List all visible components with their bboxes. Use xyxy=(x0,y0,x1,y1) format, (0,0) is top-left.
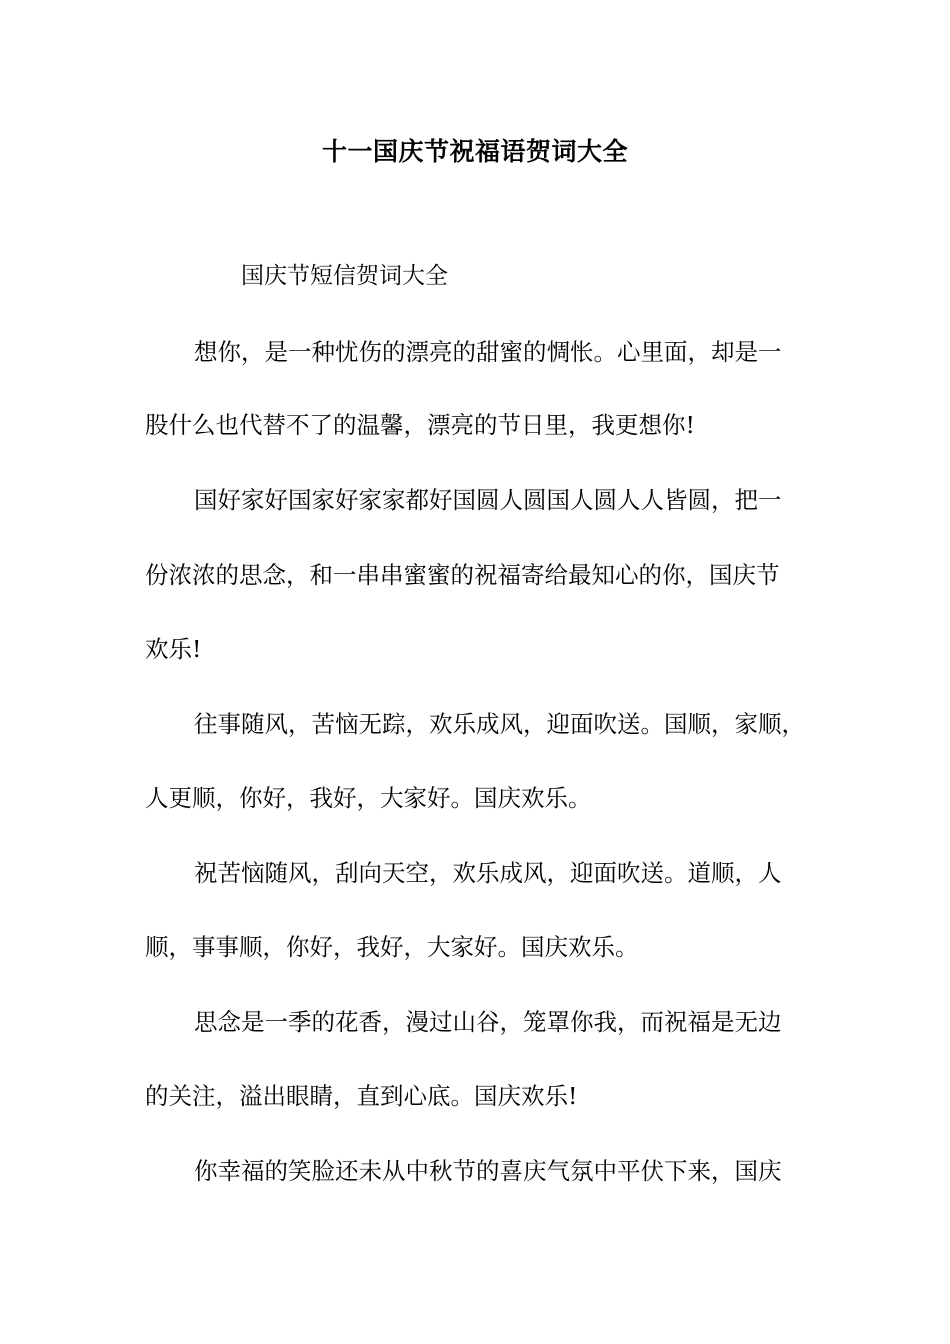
paragraph-line: 欢乐! xyxy=(145,635,202,663)
paragraph-line: 你幸福的笑脸还未从中秋节的喜庆气氛中平伏下来，国庆 xyxy=(194,1157,782,1185)
paragraph-line: 顺，事事顺，你好，我好，大家好。国庆欢乐。 xyxy=(145,933,639,961)
paragraph-line: 祝苦恼随风，刮向天空，欢乐成风，迎面吹送。道顺，人 xyxy=(194,859,782,887)
paragraph-line: 股什么也代替不了的温馨，漂亮的节日里，我更想你! xyxy=(145,411,695,439)
paragraph-line: 往事随风，苦恼无踪，欢乐成风，迎面吹送。国顺，家顺， xyxy=(194,710,805,738)
section-heading: 国庆节短信贺词大全 xyxy=(241,263,448,289)
paragraph-line: 份浓浓的思念，和一串串蜜蜜的祝福寄给最知心的你，国庆节 xyxy=(145,561,780,589)
paragraph-line: 人更顺，你好，我好，大家好。国庆欢乐。 xyxy=(145,784,592,812)
paragraph-line: 想你，是一种忧伤的漂亮的甜蜜的惆怅。心里面，却是一 xyxy=(194,338,782,366)
document-title: 十一国庆节祝福语贺词大全 xyxy=(321,137,628,166)
paragraph-line: 思念是一季的花香，漫过山谷，笼罩你我，而祝福是无边 xyxy=(194,1008,782,1036)
paragraph-line: 的关注，溢出眼睛，直到心底。国庆欢乐! xyxy=(145,1082,578,1110)
paragraph-line: 国好家好国家好家家都好国圆人圆国人圆人人皆圆，把一 xyxy=(194,486,782,514)
